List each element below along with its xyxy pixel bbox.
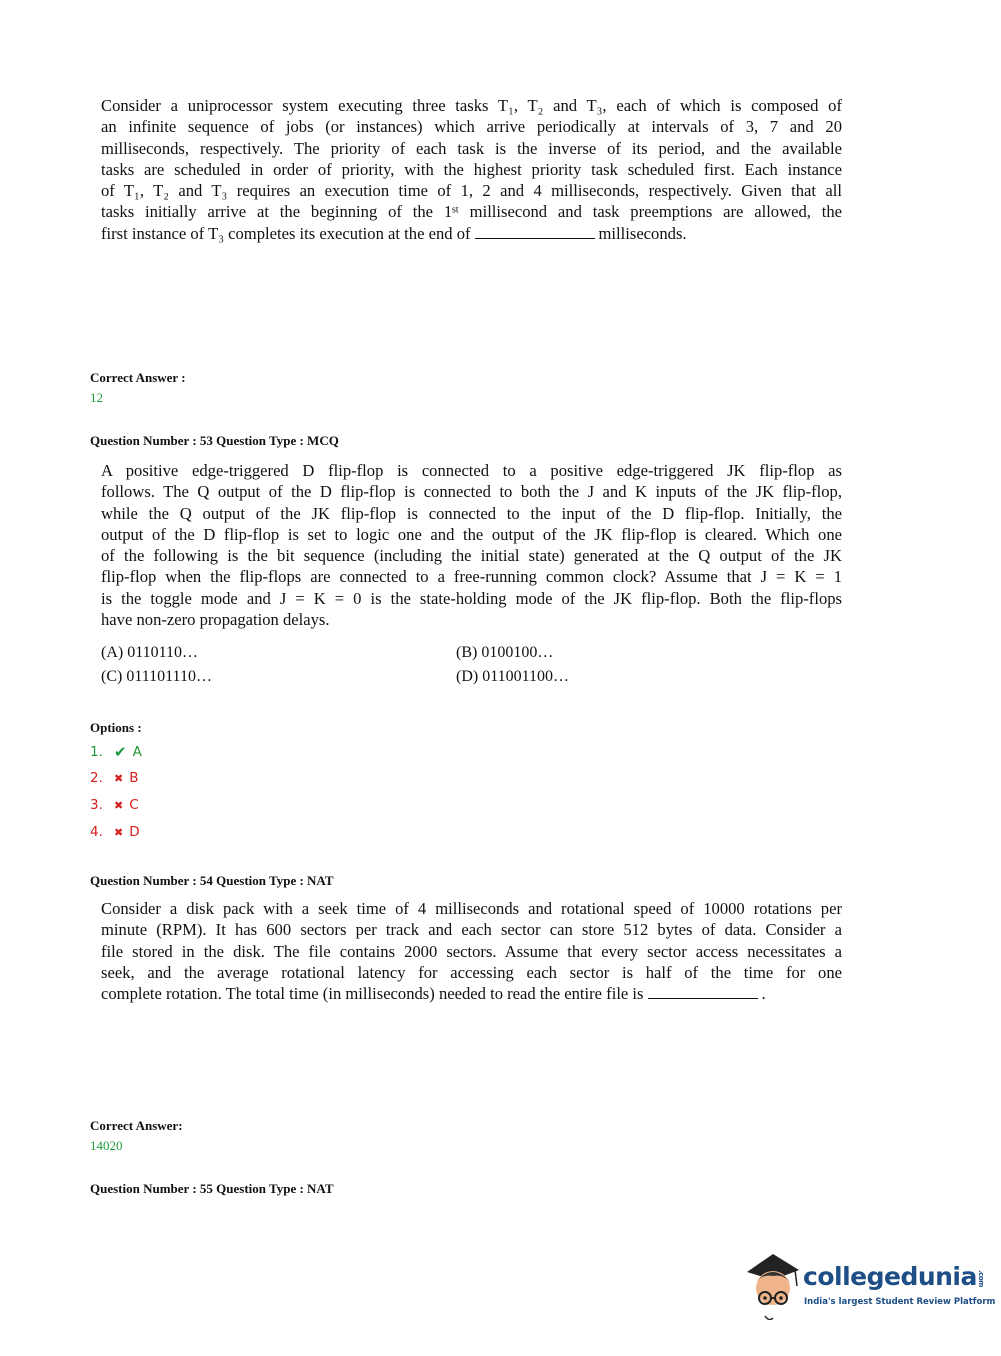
option-2: [90, 770, 138, 786]
cross-icon: ✖: [114, 798, 124, 812]
text-fragment: milliseconds.: [598, 223, 687, 243]
choice-c: (C) 011101110…: [101, 668, 212, 685]
choice-d: (D) 011001100…: [456, 668, 570, 685]
text-line: [101, 223, 842, 244]
option-1: [90, 743, 142, 761]
question-54-header: Question Number : 54 Question Type : NAT: [90, 873, 334, 888]
option-number: 3.: [90, 797, 103, 813]
text-line: is the toggle mode and J = K = 0 is the state-holding mode of the JK flip-flop. Both the flip-flops: [101, 588, 842, 608]
text-line: of T₁, T₂ and T₃ requires an execution time of 1, 2 and 4 milliseconds, respectively. Given that all: [101, 181, 842, 201]
options-label: Options :: [90, 720, 142, 735]
text-line: have non-zero propagation delays.: [101, 610, 330, 630]
question-53-header: Question Number : 53 Question Type : MCQ: [90, 433, 339, 448]
text-line: flip-flop when the flip-flops are connected to a free-running common clock? Assume that J = K = 1: [101, 567, 842, 587]
text-line: while the Q output of the JK flip-flop is connected to the input of the D flip-flop. Initially, the: [101, 503, 842, 523]
option-letter: A: [132, 744, 142, 760]
text-line: A positive edge-triggered D flip-flop is connected to a positive edge-triggered JK flip-flop as: [101, 461, 842, 480]
cross-icon: ✖: [114, 825, 124, 839]
text-fragment: .: [761, 984, 766, 1004]
correct-answer-value: 14020: [90, 1138, 123, 1153]
text-line: tasks initially arrive at the beginning of the 1ˢᵗ millisecond and task preemptions are allowed, the: [101, 202, 842, 222]
option-letter: B: [129, 770, 139, 786]
logo-wordmark: [803, 1262, 985, 1291]
logo-name: collegedunia: [803, 1262, 977, 1291]
text-line: follows. The Q output of the D flip-flop is connected to both the J and K inputs of the JK flip-flop,: [101, 482, 842, 502]
text-line: of the following is the bit sequence (including the initial state) generated at the Q output of the JK: [101, 546, 842, 566]
cross-icon: ✖: [114, 771, 124, 785]
answer-blank: [648, 984, 758, 999]
question-54-text: [101, 898, 842, 1004]
option-letter: D: [129, 824, 140, 840]
text-line: milliseconds, respectively. The priority of each task is the inverse of its period, and the available: [101, 138, 842, 158]
correct-answer-label: Correct Answer:: [90, 1118, 183, 1133]
answer-blank: [475, 224, 595, 239]
correct-answer-value: 12: [90, 390, 103, 405]
text-fragment: complete rotation. The total time (in milliseconds) needed to read the entire file is: [101, 984, 644, 1004]
choice-a: (A) 0110110…: [101, 644, 199, 661]
text-line: output of the D flip-flop is set to logic one and the output of the JK flip-flop is cleared. Which one: [101, 524, 842, 544]
question-52-text: [101, 95, 842, 244]
option-number: 2.: [90, 770, 103, 786]
check-icon: ✔: [114, 743, 127, 761]
text-fragment: first instance of T₃ completes its execution at the end of: [101, 223, 471, 243]
option-number: 4.: [90, 824, 103, 840]
choice-b: (B) 0100100…: [456, 644, 554, 661]
option-number: 1.: [90, 744, 103, 760]
option-3: [90, 797, 139, 813]
question-53-text: [101, 460, 842, 630]
logo-tagline: India's largest Student Review Platform: [804, 1297, 996, 1307]
text-line: an infinite sequence of jobs (or instances) which arrive periodically at intervals of 3, 7 and 20: [101, 117, 842, 137]
text-line: Consider a uniprocessor system executing three tasks T₁, T₂ and T₃, each of which is composed of: [101, 96, 842, 115]
correct-answer-label: Correct Answer :: [90, 370, 186, 385]
text-line: [101, 983, 842, 1004]
question-55-header: Question Number : 55 Question Type : NAT: [90, 1181, 334, 1196]
text-line: Consider a disk pack with a seek time of 4 milliseconds and rotational speed of 10000 rotations per: [101, 899, 842, 918]
mascot-icon: [747, 1254, 799, 1320]
text-line: minute (RPM). It has 600 sectors per track and each sector can store 512 bytes of data. Consider a: [101, 920, 842, 940]
text-line: file stored in the disk. The file contains 2000 sectors. Assume that every sector access necessitates a: [101, 941, 842, 961]
option-4: [90, 824, 140, 840]
option-letter: C: [129, 797, 139, 813]
text-line: tasks are scheduled in order of priority, with the highest priority task scheduled first. Each instance: [101, 159, 842, 179]
text-line: seek, and the average rotational latency for accessing each sector is half of the time for one: [101, 962, 842, 982]
logo-tld: .com: [976, 1269, 985, 1287]
